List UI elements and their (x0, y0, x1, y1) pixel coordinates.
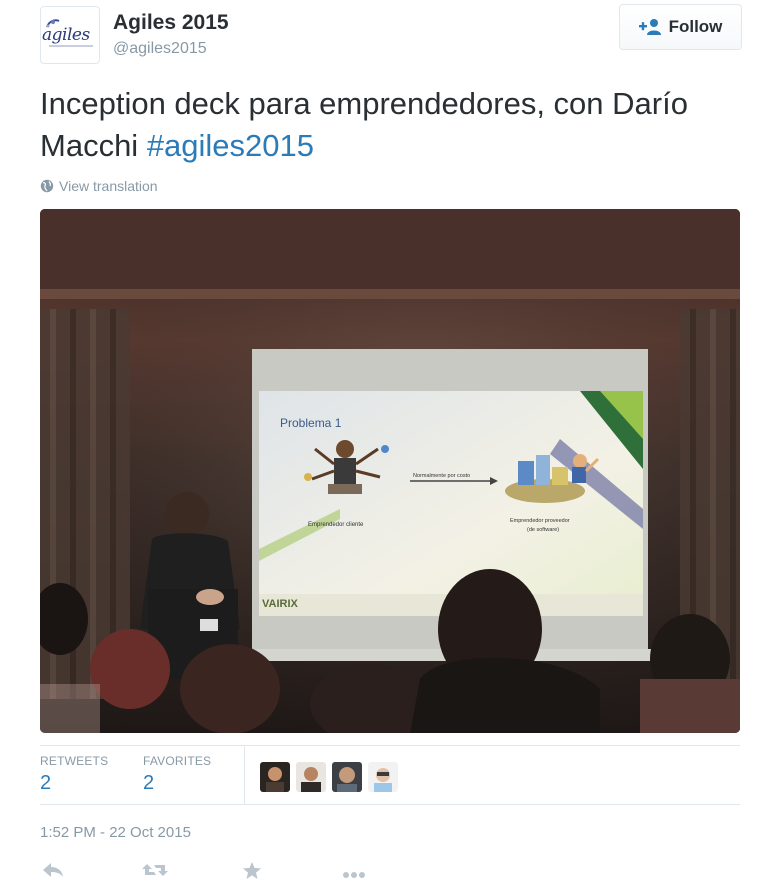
more-icon (342, 871, 366, 879)
hashtag-link[interactable]: #agiles2015 (146, 128, 315, 163)
tweet-timestamp[interactable]: 1:52 PM - 22 Oct 2015 (40, 824, 191, 841)
author-handle[interactable]: @agiles2015 (113, 40, 207, 57)
view-translation-link[interactable] (40, 178, 158, 194)
user-photo-icon (368, 762, 398, 792)
left-caption: Emprendedor cliente (308, 522, 364, 528)
conference-photo (40, 209, 740, 733)
author-name[interactable]: Agiles 2015 (113, 11, 229, 34)
retweets-count: 2 (40, 772, 52, 794)
user-photo-icon (296, 762, 326, 792)
tweet-text-body: Inception deck para emprendedores, con Darío Macchi (40, 86, 688, 163)
view-translation-label: View translation (59, 178, 158, 194)
favoriter-avatar[interactable] (296, 762, 326, 792)
follow-button[interactable] (619, 4, 742, 50)
retweet-icon (142, 862, 168, 878)
favoriter-avatar[interactable] (332, 762, 362, 792)
tweet-stats (40, 745, 740, 805)
author-avatar[interactable] (40, 6, 100, 64)
favoriter-avatars (260, 762, 398, 792)
favorite-star-icon (242, 862, 262, 880)
globe-icon (40, 179, 54, 193)
user-photo-icon (332, 762, 362, 792)
tweet-text (40, 83, 740, 167)
tweet-actions (40, 862, 440, 881)
arrow-caption: Normalmente por costo (413, 473, 471, 479)
more-button[interactable] (342, 866, 366, 881)
avatar-logo-text: agiles (42, 25, 90, 45)
slide-brand: VAIRIX (262, 598, 298, 610)
follow-person-icon (639, 18, 661, 36)
tweet-header (40, 6, 742, 64)
slide-title: Problema 1 (280, 416, 342, 430)
follow-button-label: Follow (668, 17, 723, 36)
favorites-stat[interactable] (143, 754, 211, 795)
right-caption-1: Emprendedor proveedor (510, 518, 570, 524)
favoriter-avatar[interactable] (368, 762, 398, 792)
reply-button[interactable] (42, 862, 64, 881)
right-caption-2: (de software) (527, 527, 560, 533)
tweet-photo[interactable] (40, 209, 740, 733)
retweets-stat[interactable] (40, 754, 108, 795)
user-photo-icon (260, 762, 290, 792)
favorites-label: FAVORITES (143, 754, 212, 768)
avatar-logo-underline (49, 45, 93, 47)
favoriter-avatar[interactable] (260, 762, 290, 792)
stats-divider (244, 746, 245, 804)
retweets-label: RETWEETS (40, 754, 109, 768)
favorites-count: 2 (143, 772, 155, 794)
retweet-button[interactable] (142, 862, 168, 881)
favorite-button[interactable] (242, 862, 262, 881)
reply-icon (42, 862, 64, 878)
